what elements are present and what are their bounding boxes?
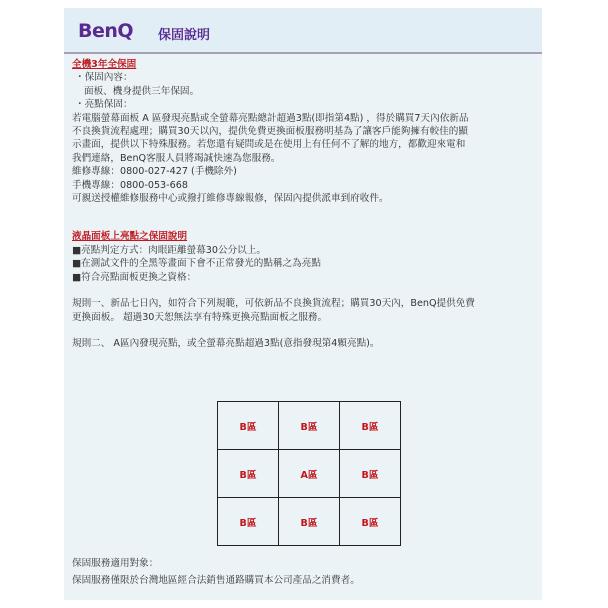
- warranty-content: [72, 58, 538, 350]
- mobile-hotline-text: 手機專線：0800-053-668: [72, 179, 188, 191]
- zone-cell-a: A區: [279, 450, 340, 498]
- zone-cell: B區: [218, 498, 279, 546]
- footer-label: 保固服務適用對象：: [72, 558, 159, 569]
- panel-zone-grid: [217, 401, 401, 546]
- lcd-item: ■符合亮點面板更換之資格：: [72, 271, 197, 283]
- zone-cell: B區: [218, 402, 279, 450]
- rule-one-line: 規則一、新品七日內，如符合下列規範，可依新品不良換貨流程；購買30天內，BenQ提供免費: [72, 298, 475, 310]
- zone-cell: B區: [340, 402, 401, 450]
- warranty-section-title: 全機3年全保固: [72, 59, 137, 70]
- benq-logo: BenQ: [78, 20, 134, 42]
- bright-label: ・亮點保固：: [75, 99, 133, 111]
- content-text: 面板、機身提供三年保固。: [84, 85, 200, 97]
- lcd-section-title: 液晶面板上亮點之保固說明: [72, 231, 188, 243]
- lcd-item: ■亮點判定方式：肉眼距離螢幕30公分以上。: [72, 244, 266, 256]
- content-label: ・保固內容：: [75, 72, 133, 84]
- warranty-line: 我們連絡，BenQ客服人員將竭誠快速為您服務。: [72, 152, 281, 164]
- lcd-item: ■在測試文件的全黑等畫面下會不正常發光的點稱之為亮點: [72, 258, 321, 270]
- zone-cell: B區: [340, 450, 401, 498]
- footer-text: 保固服務僅限於台灣地區經合法銷售通路購買本公司產品之消費者。: [72, 575, 360, 586]
- service-text: 可親送授權維修服務中心或撥打維修專線報修，保固內提供派車到府收件。: [72, 193, 389, 205]
- zone-cell: B區: [279, 498, 340, 546]
- zone-cell: B區: [279, 402, 340, 450]
- zone-cell: B區: [218, 450, 279, 498]
- footer: [72, 555, 360, 589]
- hotline-text: 維修專線：0800-027-427 (手機除外): [72, 166, 237, 178]
- grid-row: [218, 498, 401, 546]
- warranty-line: 若電腦螢幕面板 A 區發現亮點或全螢幕亮點總計超過3點(即指第4點) ，得於購買7天內依新品: [72, 112, 469, 124]
- page-title: 保固說明: [158, 28, 211, 43]
- rule-one-line: 更換面板。 超過30天恕無法享有特殊更換亮點面板之服務。: [72, 311, 328, 323]
- warranty-line: 示畫面，提供以下特殊服務。若您還有疑問或是在使用上有任何不了解的地方，都歡迎來電和: [72, 139, 466, 151]
- warranty-line: 不良換貨流程處理；購買30天以內，提供免費更換面板服務明基為了讓客戶能夠擁有較佳的顯: [72, 126, 468, 138]
- grid-row: [218, 450, 401, 498]
- grid-row: [218, 402, 401, 450]
- page-header: [64, 8, 542, 54]
- rule-two-text: 規則二、 A區內發現亮點，或全螢幕亮點超過3點(意指發現第4顆亮點)。: [72, 337, 380, 349]
- zone-cell: B區: [340, 498, 401, 546]
